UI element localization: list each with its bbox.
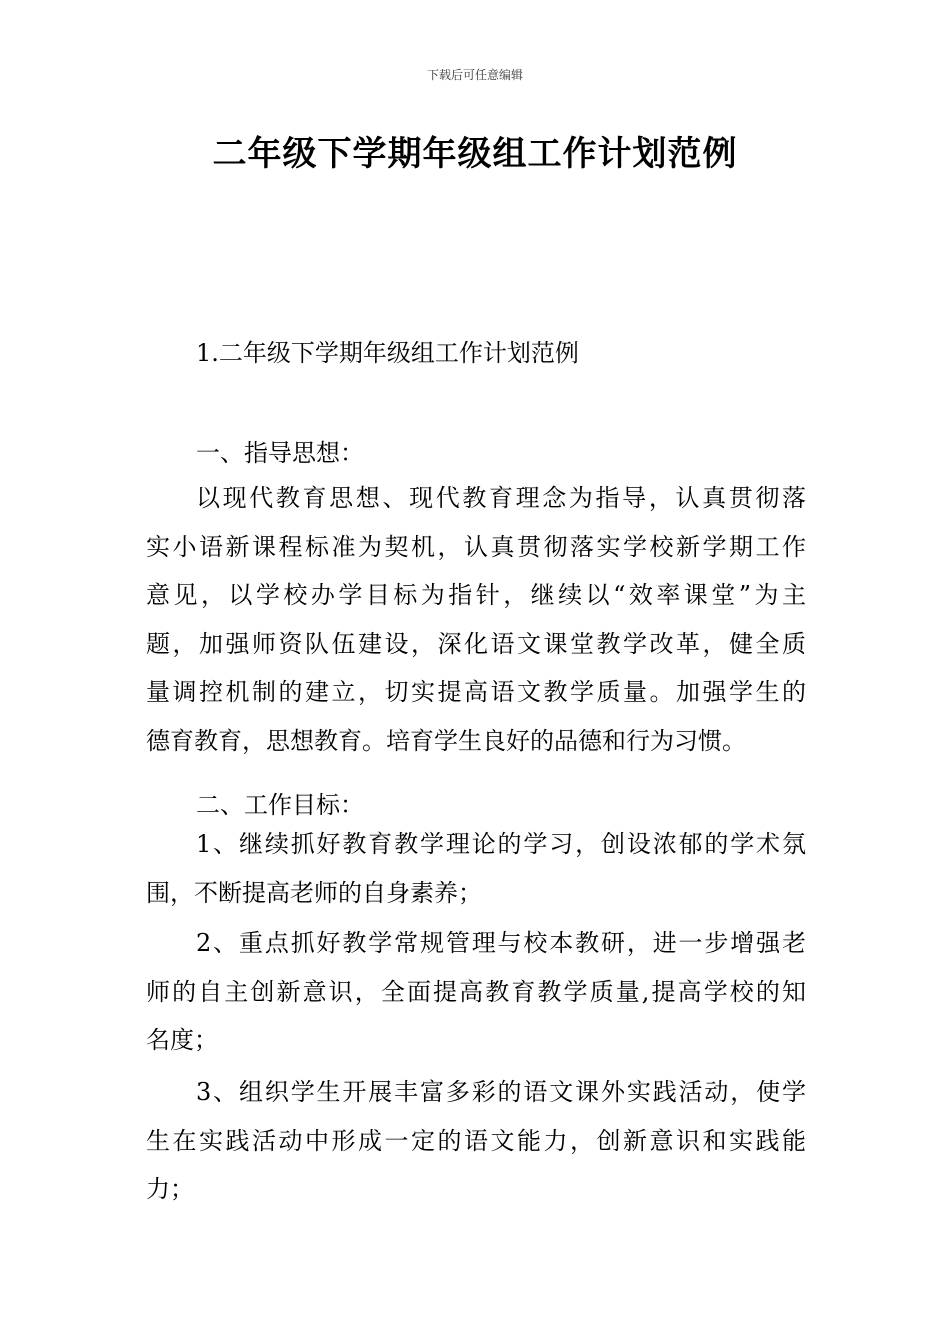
paragraph-line: 题，加强师资队伍建设，深化语文课堂教学改革，健全质 (146, 629, 806, 658)
paragraph-line: 德育教育，思想教育。培育学生良好的品德和行为习惯。 (146, 726, 746, 755)
paragraph-line: 生在实践活动中形成一定的语文能力，创新意识和实践能 (146, 1126, 806, 1155)
section-heading-work-goals: 二、工作目标： (196, 791, 364, 819)
paragraph-line: 力； (146, 1175, 194, 1203)
paragraph-guiding-thought (146, 474, 806, 765)
paragraph-line: 意见，以学校办学目标为指针，继续以“效率课堂”为主 (146, 581, 806, 609)
document-subtitle: 1.二年级下学期年级组工作计划范例 (196, 339, 579, 367)
paragraph-line: 1、继续抓好教育教学理论的学习，创设浓郁的学术氛 (196, 830, 806, 858)
document-title: 二年级下学期年级组工作计划范例 (212, 134, 738, 174)
paragraph-line: 量调控机制的建立，切实提高语文教学质量。加强学生的 (146, 678, 806, 706)
header-note: 下载后可任意编辑 (426, 68, 523, 82)
paragraph-line: 围，不断提高老师的自身素养； (146, 878, 482, 907)
paragraph-line: 名度； (146, 1026, 218, 1054)
goal-item-2 (146, 919, 806, 1065)
paragraph-line: 2、重点抓好教学常规管理与校本教研，进一步增强老 (196, 929, 806, 957)
section-heading-guiding-thought: 一、指导思想： (196, 439, 364, 467)
paragraph-line: 以现代教育思想、现代教育理念为指导，认真贯彻落 (196, 484, 806, 512)
paragraph-line: 师的自主创新意识，全面提高教育教学质量,提高学校的知 (146, 977, 806, 1006)
paragraph-line: 3、组织学生开展丰富多彩的语文课外实践活动，使学 (196, 1078, 806, 1106)
goal-item-1 (146, 820, 806, 917)
goal-item-3 (146, 1068, 806, 1214)
paragraph-line: 实小语新课程标准为契机，认真贯彻落实学校新学期工作 (146, 532, 806, 561)
